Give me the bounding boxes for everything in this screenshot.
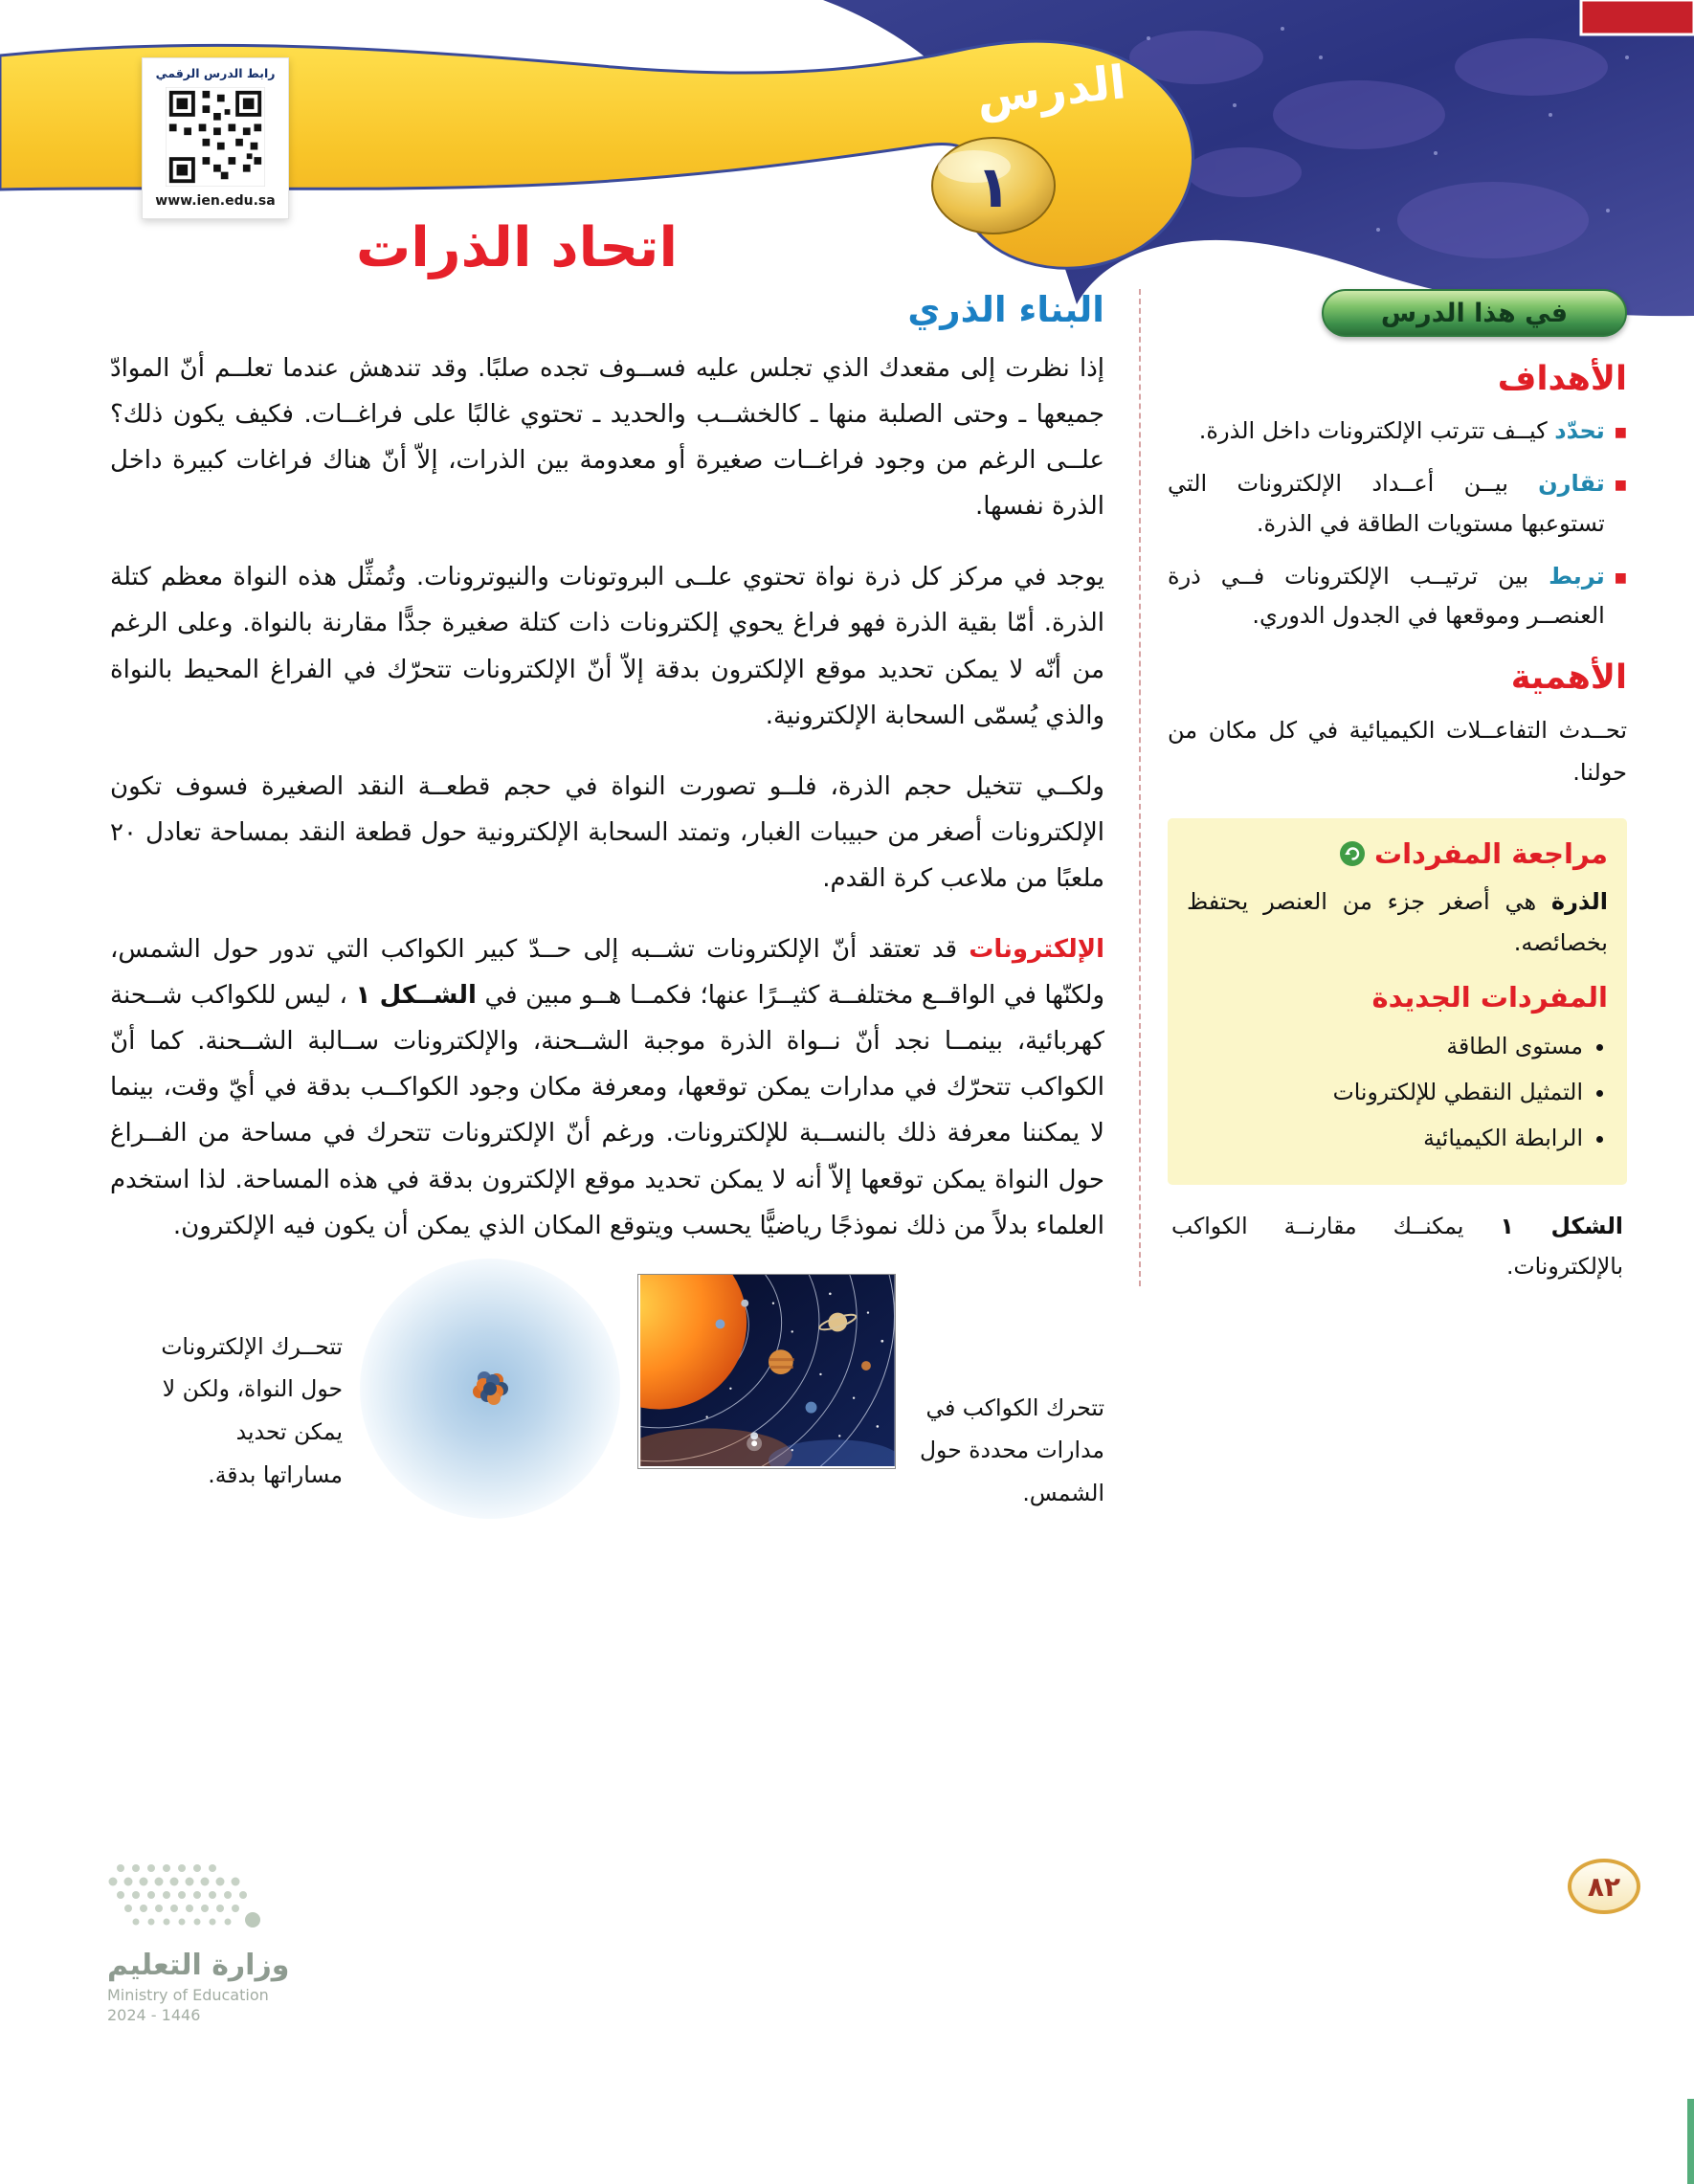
vocab-definition: هي أصغر جزء من العنصر يحتفظ بخصائصه. (1187, 887, 1608, 956)
lesson-number: ١ (975, 154, 1012, 221)
objective-keyword: تقارن (1538, 470, 1605, 498)
figure-row (110, 1274, 1104, 1519)
new-vocab-list (1187, 1023, 1608, 1162)
page-edge-mark (1687, 2099, 1694, 2184)
objectives-heading: الأهداف (1497, 360, 1627, 398)
content-area (110, 289, 1627, 1519)
objective-keyword: تربط (1549, 562, 1605, 590)
vocab-item: • مستوى الطاقة (1187, 1023, 1583, 1069)
square-bullet-icon (1615, 557, 1627, 636)
vocab-term: الذرة (1550, 887, 1608, 915)
vocab-review-title-row (1187, 837, 1608, 870)
vocab-review-title: مراجعة المفردات (1373, 836, 1608, 870)
badge-label: في هذا الدرس (1380, 298, 1569, 328)
paragraph-3: ولكــي تتخيل حجم الذرة، فلــو تصورت النواة في حجم قطعــة النقد الصغيرة فسوف تكون الإلكترونات أصغر من حبيبات الغبار، وتمتد السحابة الإلكترونية حول قطعة النقد بمساحة تعادل ٢٠ ملعبًا من ملاعب كرة القدم. (110, 771, 1104, 893)
corner-red-tab (1581, 0, 1694, 34)
qr-url: www.ien.edu.sa (155, 193, 276, 209)
objective-item (1168, 412, 1627, 451)
objective-text (1168, 557, 1605, 636)
ministry-name-english: Ministry of Education (107, 1986, 269, 2004)
page-title: اتحاد الذرات (355, 216, 679, 280)
paragraph-electrons (110, 926, 1104, 1249)
figure-caption (1171, 1206, 1623, 1287)
vocab-review-box (1168, 818, 1627, 1185)
objective-text (1199, 412, 1605, 451)
objective-body: كيــف تترتب الإلكترونات داخل الذرة. (1198, 417, 1548, 444)
ministry-logo-dots (107, 1859, 265, 1935)
importance-text: تحــدث التفاعــلات الكيميائية في كل مكان من حولنا. (1168, 717, 1627, 786)
objective-keyword: تحدّد (1554, 417, 1605, 444)
solar-system-image (637, 1274, 896, 1469)
main-column (110, 289, 1104, 1519)
ministry-name-arabic: وزارة التعليم (107, 1949, 290, 1982)
objective-item (1168, 464, 1627, 544)
nucleus-illustration (467, 1366, 513, 1412)
edition-years: 2024 - 1446 (107, 2006, 201, 2024)
vocab-review-text (1187, 881, 1608, 964)
figure-reference: الشــكل ١ (355, 981, 477, 1011)
figure-label: الشكل ١ (1500, 1212, 1623, 1239)
atom-caption: تتحــرك الإلكترونات حول النواة، ولكن لا يمكن تحديد مساراتها بدقة. (161, 1332, 343, 1488)
planets-caption: تتحرك الكواكب في مدارات محددة حول الشمس. (919, 1393, 1104, 1506)
paragraph-2: يوجد في مركز كل ذرة نواة تحتوي علــى البروتونات والنيوترونات. وتُمثِّل هذه النواة معظم كتلة الذرة. أمّا بقية الذرة فهو فراغ يحوي إلكترونات ذات كتلة صغيرة جدًّا مقارنة بالنواة. وعلى الرغم من أنّه لا يمكن تحديد موقع الإلكترون بدقة إلاّ أنّ الإلكترونات تتحرّك في الفراغ المحيط بالنواة والذي يُسمّى السحابة الإلكترونية. (110, 563, 1104, 730)
importance-heading: الأهمية (1510, 658, 1627, 698)
qr-code (166, 87, 265, 187)
objective-text (1168, 464, 1605, 544)
vocab-item: • التمثيل النقطي للإلكترونات (1187, 1069, 1583, 1115)
refresh-icon (1339, 840, 1366, 867)
in-this-lesson-badge (1322, 289, 1627, 337)
objective-body: بين ترتيــب الإلكترونات فــي ذرة العنصــر وموقعها في الجدول الدوري. (1168, 562, 1605, 630)
electrons-text-before: قد تعتقد أنّ الإلكترونات تشــبه إلى حــدّ كبير الكواكب التي تدور حول الشمس، ولكنّها في الواقــع مختلفــة كثيــرًا عنها؛ فكمــا هــو مبين في (110, 935, 1104, 1011)
square-bullet-icon (1615, 412, 1627, 451)
page-number-badge (1568, 1859, 1640, 1914)
qr-card (142, 57, 289, 219)
electron-cloud-illustration (360, 1259, 620, 1519)
electrons-text-after: ، ليس للكواكب شــحنة كهربائية، بينمــا نجد أنّ نــواة الذرة موجبة الشــحنة، والإلكترونات ســالبة الشــحنة. كما أنّ الكواكب تتحرّك في مدارات يمكن توقعها، ومعرفة مكان وجود الكواكــب بدقة في أيّ وقت، بينما لا يمكننا معرفة ذلك بالنســبة للإلكترونات. ورغم أنّ الإلكترونات تتحرك في مساحة من الفــراغ حول النواة يمكن توقعها إلاّ أنه لا يمكن تحديد موقع الإلكترون بدقة في هذه المساحة. لذا استخدم العلماء بدلاً من ذلك نموذجًا رياضيًّا يحسب ويتوقع المكان الذي يمكن أن يكون فيه الإلكترون. (110, 981, 1104, 1240)
electrons-run-in-label: الإلكترونات (969, 935, 1105, 965)
objective-item (1168, 557, 1627, 636)
ministry-logo-block (107, 1859, 337, 2024)
paragraph-1: إذا نظرت إلى مقعدك الذي تجلس عليه فســوف تجده صلبًا. وقد تندهش عندما تعلــم أنّ الموادّ جميعها ـ وحتى الصلبة منها ـ كالخشــب والحديد ـ تحتوي غالبًا على فراغــات. فكيف يكون ذلك؟ علــى الرغم من وجود فراغــات صغيرة أو معدومة بين الذرات، إلاّ أنّ هناك فراغات كبيرة داخل الذرة نفسها. (110, 354, 1104, 522)
sidebar (1139, 289, 1627, 1286)
lesson-word: الدرس (973, 56, 1128, 125)
section-title: البناء الذري (907, 289, 1104, 330)
qr-label: رابط الدرس الرقمي (155, 66, 276, 80)
objective-body: بيــن أعــداد الإلكترونات التي تستوعبها مستويات الطاقة في الذرة. (1168, 470, 1605, 537)
new-vocab-title: المفردات الجديدة (1371, 981, 1608, 1014)
square-bullet-icon (1615, 464, 1627, 544)
page-number: ٨٢ (1587, 1870, 1621, 1903)
figure-caption-text: يمكنــك مقارنــة الكواكب بالإلكترونات. (1171, 1212, 1623, 1280)
vocab-item: • الرابطة الكيميائية (1187, 1115, 1583, 1161)
